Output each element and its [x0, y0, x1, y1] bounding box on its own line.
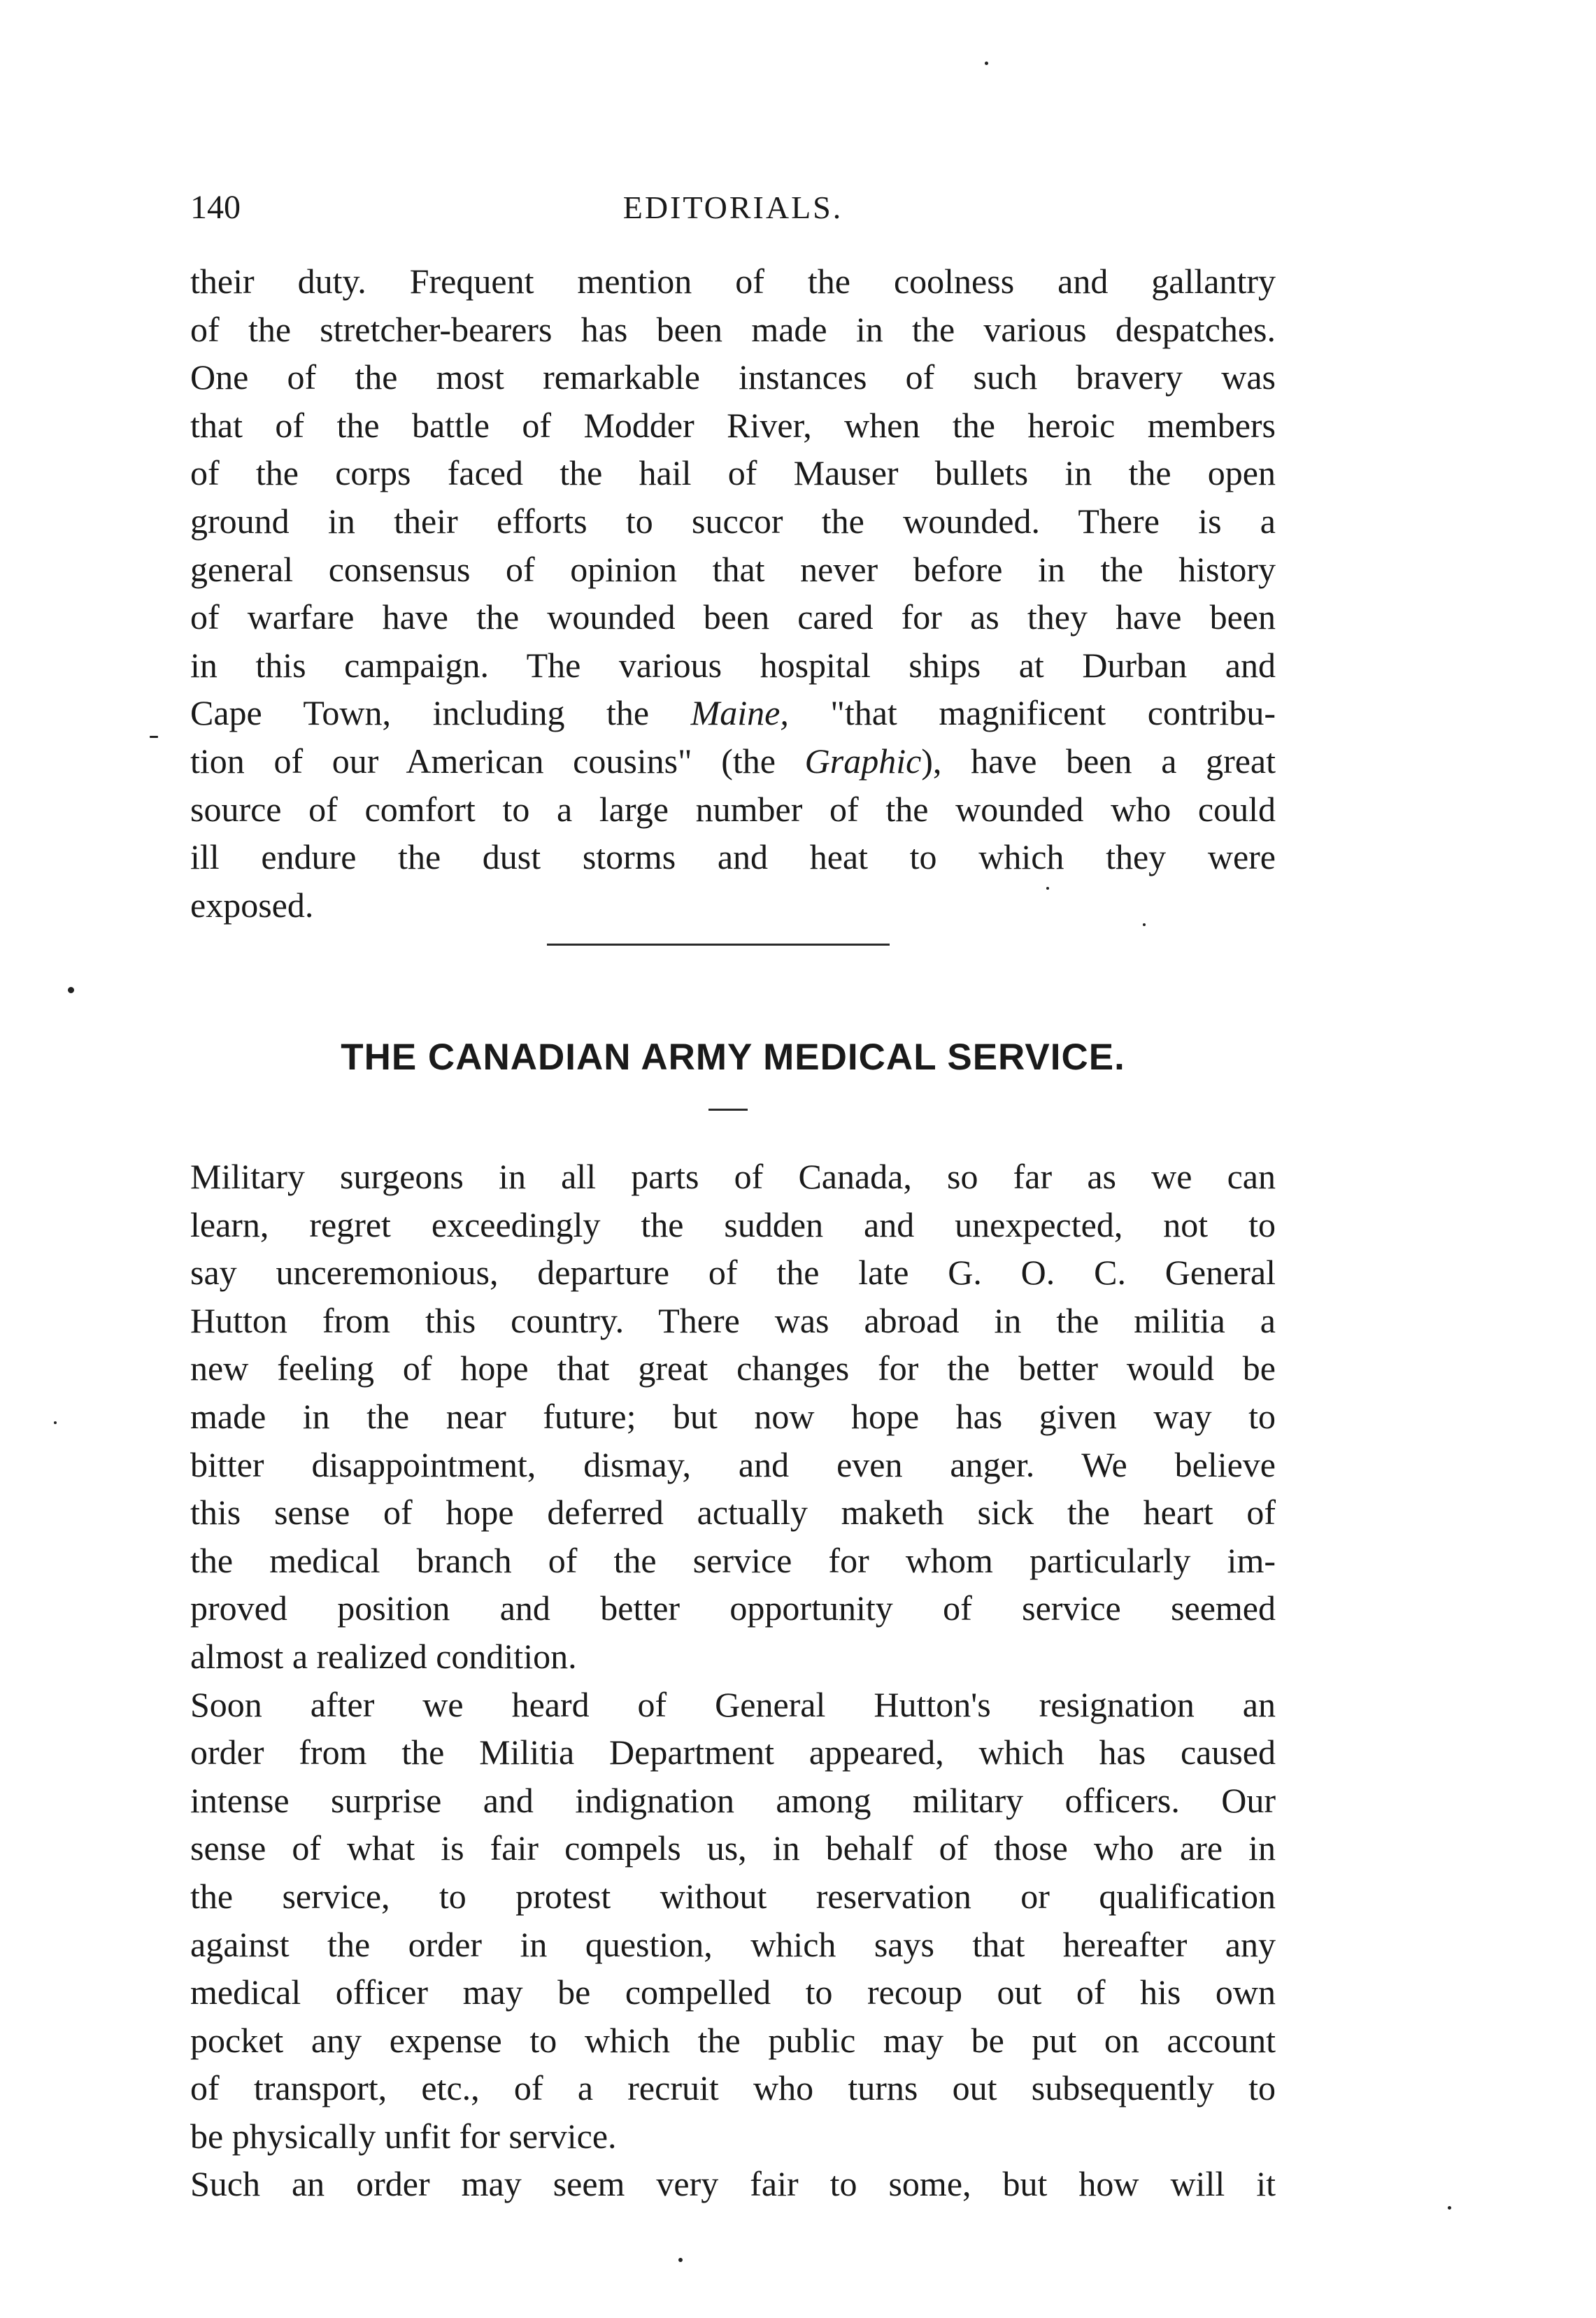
text-line: the service, to protest without reservation or qualification [190, 1876, 1276, 1916]
text-line: their duty. Frequent mention of the coolness and gallantry [190, 262, 1276, 301]
text-line: this sense of hope deferred actually maketh sick the heart of [190, 1493, 1276, 1533]
text-line: of the stretcher-bearers has been made in the various despatches. [190, 309, 1276, 349]
text-line: sense of what is fair compels us, in behalf of those who are in [190, 1828, 1276, 1868]
text-line: Military surgeons in all parts of Canada, so far as we can [190, 1157, 1276, 1196]
text-line [190, 689, 1276, 737]
ink-speck [678, 2258, 683, 2262]
paragraph-stretcher-bearers [190, 257, 1276, 929]
text-line: exposed. [190, 885, 314, 925]
text-line: in this campaign. The various hospital ships at Durban and [190, 645, 1276, 685]
text-line: say unceremonious, departure of the late G. O. C. General [190, 1253, 1276, 1293]
ink-speck [68, 987, 74, 993]
text-line: ground in their efforts to succor the wounded. There is a [190, 501, 1276, 541]
text-line: that of the battle of Modder River, when the heroic members [190, 405, 1276, 445]
text-line: order from the Militia Department appeared, which has caused [190, 1733, 1276, 1772]
text-line: new feeling of hope that great changes for the better would be [190, 1349, 1276, 1388]
text-line: the medical branch of the service for whom particularly im- [190, 1540, 1276, 1580]
text-line: general consensus of opinion that never before in the history [190, 549, 1276, 589]
running-head [190, 183, 1276, 232]
running-title: EDITORIALS. [622, 190, 843, 225]
text-line: almost a realized condition. [190, 1636, 577, 1676]
text-segment: Cape Town, including the [190, 693, 691, 733]
page-number: 140 [190, 189, 241, 226]
section-separator [547, 944, 890, 946]
ink-speck [1448, 2206, 1451, 2210]
publication-name-graphic: Graphic [804, 741, 922, 781]
text-line: bitter disappointment, dismay, and even anger. We believe [190, 1444, 1276, 1484]
ink-speck [985, 62, 988, 65]
text-line: intense surprise and indignation among military officers. Our [190, 1780, 1276, 1820]
text-line: be physically unfit for service. [190, 2116, 617, 2156]
text-line: source of comfort to a large number of the wounded who could [190, 789, 1276, 829]
text-line: Hutton from this country. There was abroad in the militia a [190, 1300, 1276, 1340]
ship-name-maine: Maine, [690, 693, 789, 733]
text-line: made in the near future; but now hope has given way to [190, 1396, 1276, 1436]
heading-rule [708, 1109, 748, 1111]
text-segment: "that magnificent contribu- [788, 693, 1276, 733]
ink-speck [150, 736, 158, 738]
ink-speck [1143, 923, 1146, 926]
text-line: pocket any expense to which the public may be put on account [190, 2020, 1276, 2060]
text-line: ill endure the dust storms and heat to which they were [190, 837, 1276, 877]
text-line: against the order in question, which says that hereafter any [190, 1924, 1276, 1964]
text-line: proved position and better opportunity of service seemed [190, 1588, 1276, 1628]
text-line: One of the most remarkable instances of such bravery was [190, 357, 1276, 397]
text-line [190, 737, 1276, 785]
text-line: of the corps faced the hail of Mauser bullets in the open [190, 453, 1276, 493]
section-heading: THE CANADIAN ARMY MEDICAL SERVICE. [341, 1037, 1125, 1078]
text-line: of warfare have the wounded been cared for as they have been [190, 597, 1276, 637]
text-line: Such an order may seem very fair to some, but how will it [190, 2164, 1276, 2204]
text-line: Soon after we heard of General Hutton's resignation an [190, 1684, 1276, 1724]
text-line: learn, regret exceedingly the sudden and unexpected, not to [190, 1204, 1276, 1244]
ink-speck [1046, 887, 1049, 890]
text-line: medical officer may be compelled to recoup out of his own [190, 1972, 1276, 2012]
ink-speck [54, 1421, 57, 1424]
text-segment: ), have been a great [921, 741, 1276, 781]
paragraph-medical-service [190, 1153, 1276, 2208]
text-line: of transport, etc., of a recruit who turns out subsequently to [190, 2068, 1276, 2108]
text-segment: tion of our American cousins" (the [190, 741, 805, 781]
